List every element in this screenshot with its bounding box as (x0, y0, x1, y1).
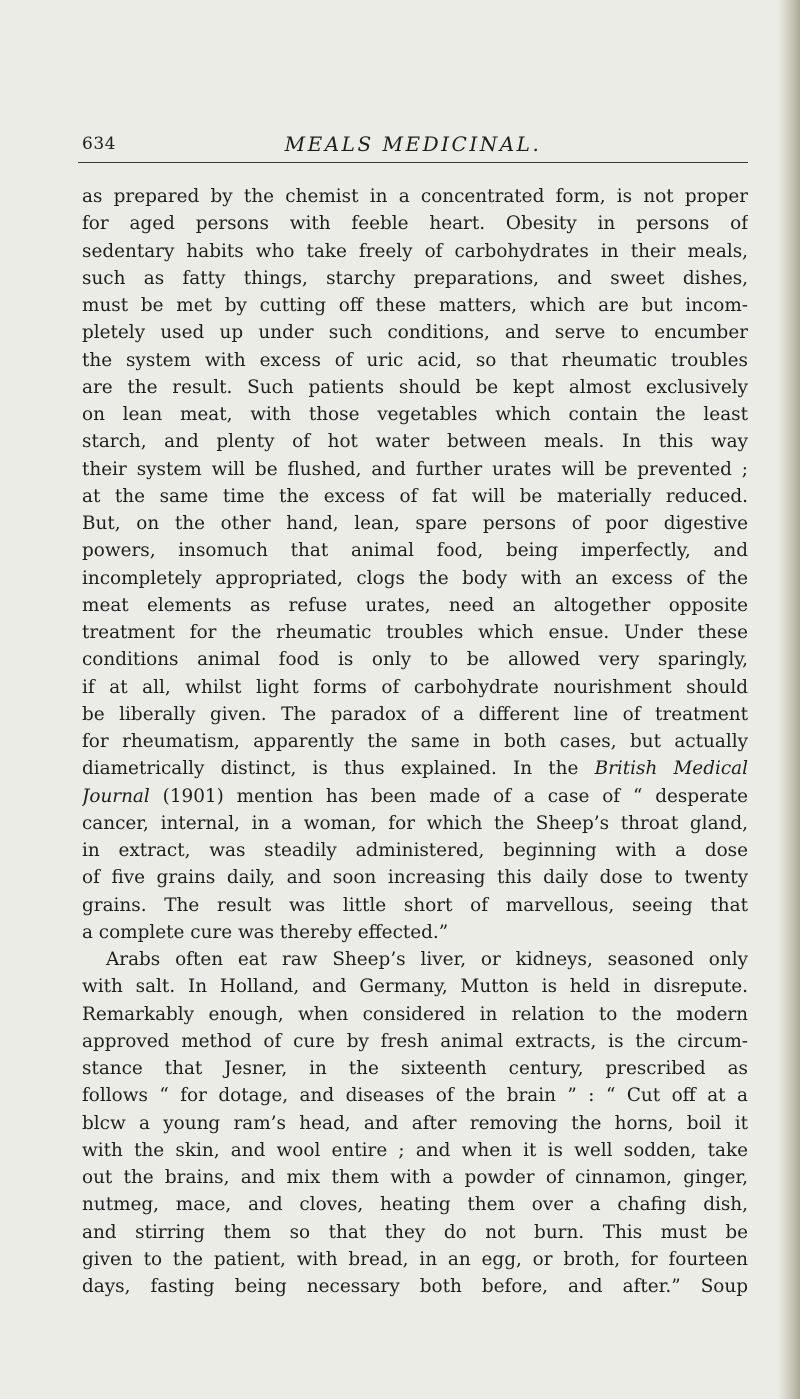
text-run: must be met by cutting off these matters, which are but incom- (82, 295, 748, 316)
text-run: incompletely appropriated, clogs the body with an excess of the (82, 567, 748, 589)
text-line (82, 973, 748, 1000)
text-run: with salt. In Holland, and Germany, Mutton is held in disrepute. (82, 976, 748, 998)
text-line (82, 1028, 748, 1055)
text-run: Arabs often eat raw Sheep’s liver, or kidneys, seasoned only (106, 949, 748, 970)
text-line (82, 319, 748, 346)
text-run: if at all, whilst light forms of carbohydrate nourishment should (82, 676, 748, 698)
text-line (82, 1137, 748, 1164)
text-line (82, 592, 748, 619)
text-line (82, 401, 748, 428)
text-line (82, 1110, 748, 1137)
text-run: sedentary habits who take freely of carbohydrates in their meals, (82, 240, 748, 262)
text-run: such as fatty things, starchy preparations, and sweet dishes, (82, 267, 748, 289)
text-run: Remarkably enough, when considered in relation to the modern (82, 1003, 748, 1025)
text-line (82, 1001, 748, 1028)
italic-title: Journal (82, 785, 150, 807)
italic-title: British Medical (594, 758, 748, 780)
text-line (82, 265, 748, 292)
text-line (82, 1273, 748, 1300)
text-run: a complete cure was thereby effected.” (82, 921, 449, 943)
text-line (82, 837, 748, 864)
text-run: the system with excess of uric acid, so that rheumatic troubles (82, 349, 748, 371)
text-run: But, on the other hand, lean, spare persons of poor digestive (82, 513, 748, 534)
text-line (82, 701, 748, 728)
text-run: follows “ for dotage, and diseases of the brain ” : “ Cut off at a (82, 1085, 748, 1107)
text-line (82, 619, 748, 646)
text-line (82, 1246, 748, 1273)
text-run: grains. The result was little short of marvellous, seeing that (82, 894, 748, 916)
text-run: of five grains daily, and soon increasing this daily dose to twenty (82, 867, 748, 889)
text-run: blcw a young ram’s head, and after removing the horns, boil it (82, 1112, 748, 1134)
text-run: for aged persons with feeble heart. Obesity in persons of (82, 213, 748, 235)
text-line (82, 238, 748, 265)
text-run: powers, insomuch that animal food, being imperfectly, and (82, 540, 748, 562)
text-line (82, 565, 748, 592)
text-line (82, 1164, 748, 1191)
text-run: approved method of cure by fresh animal extracts, is the circum- (82, 1030, 748, 1052)
text-run: for rheumatism, apparently the same in both cases, but actually (82, 731, 748, 752)
text-line (82, 674, 748, 701)
text-run: days, fasting being necessary both before, and after.” Soup (82, 1276, 748, 1297)
text-line (82, 946, 748, 973)
text-line (82, 864, 748, 891)
text-run: be liberally given. The paradox of a different line of treatment (82, 703, 748, 725)
text-line (82, 428, 748, 455)
text-line (82, 347, 748, 374)
text-line (82, 755, 748, 782)
page-header (78, 132, 748, 163)
text-run: in extract, was steadily administered, beginning with a dose (82, 840, 748, 861)
text-line (82, 1219, 748, 1246)
text-line (82, 1191, 748, 1218)
text-run: and stirring them so that they do not burn. This must be (82, 1221, 748, 1243)
text-run: given to the patient, with bread, in an egg, or broth, for fourteen (82, 1248, 748, 1270)
text-run: stance that Jesner, in the sixteenth century, prescribed as (82, 1058, 748, 1079)
text-run: on lean meat, with those vegetables which contain the least (82, 404, 748, 425)
text-line (82, 810, 748, 837)
text-run: cancer, internal, in a woman, for which the Sheep’s throat gland, (82, 812, 748, 834)
text-line (82, 919, 748, 946)
text-line (82, 537, 748, 564)
text-run: conditions animal food is only to be allowed very sparingly, (82, 649, 748, 671)
text-line (82, 728, 748, 755)
text-line (82, 783, 748, 810)
text-run: at the same time the excess of fat will be materially reduced. (82, 485, 748, 507)
text-run: with the skin, and wool entire ; and when it is well sodden, take (82, 1139, 748, 1161)
text-line (82, 1082, 748, 1109)
page-number: 634 (82, 134, 116, 154)
text-run: as prepared by the chemist in a concentrated form, is not proper (82, 186, 748, 207)
body-text (82, 183, 748, 1300)
text-run: nutmeg, mace, and cloves, heating them over a chafing dish, (82, 1194, 748, 1216)
text-line (82, 210, 748, 237)
text-run: starch, and plenty of hot water between meals. In this way (82, 431, 748, 453)
text-run: treatment for the rheumatic troubles which ensue. Under these (82, 622, 748, 643)
text-line (82, 510, 748, 537)
text-run: meat elements as refuse urates, need an altogether opposite (82, 594, 748, 616)
text-line (82, 646, 748, 673)
text-run: diametrically distinct, is thus explained. In the (82, 758, 595, 780)
text-run: their system will be flushed, and further urates will be prevented ; (82, 458, 748, 480)
text-line (82, 374, 748, 401)
text-run: out the brains, and mix them with a powder of cinnamon, ginger, (82, 1167, 748, 1188)
text-line (82, 456, 748, 483)
page-edge-shadow (778, 0, 800, 1399)
running-head: MEALS MEDICINAL. (284, 132, 542, 156)
text-line (82, 292, 748, 319)
text-line (82, 183, 748, 210)
text-run: pletely used up under such conditions, and serve to encumber (82, 322, 748, 344)
text-line (82, 892, 748, 919)
text-line (82, 1055, 748, 1082)
text-run: are the result. Such patients should be kept almost exclusively (82, 376, 748, 398)
text-line (82, 483, 748, 510)
text-run: (1901) mention has been made of a case of “ desperate (149, 785, 748, 807)
